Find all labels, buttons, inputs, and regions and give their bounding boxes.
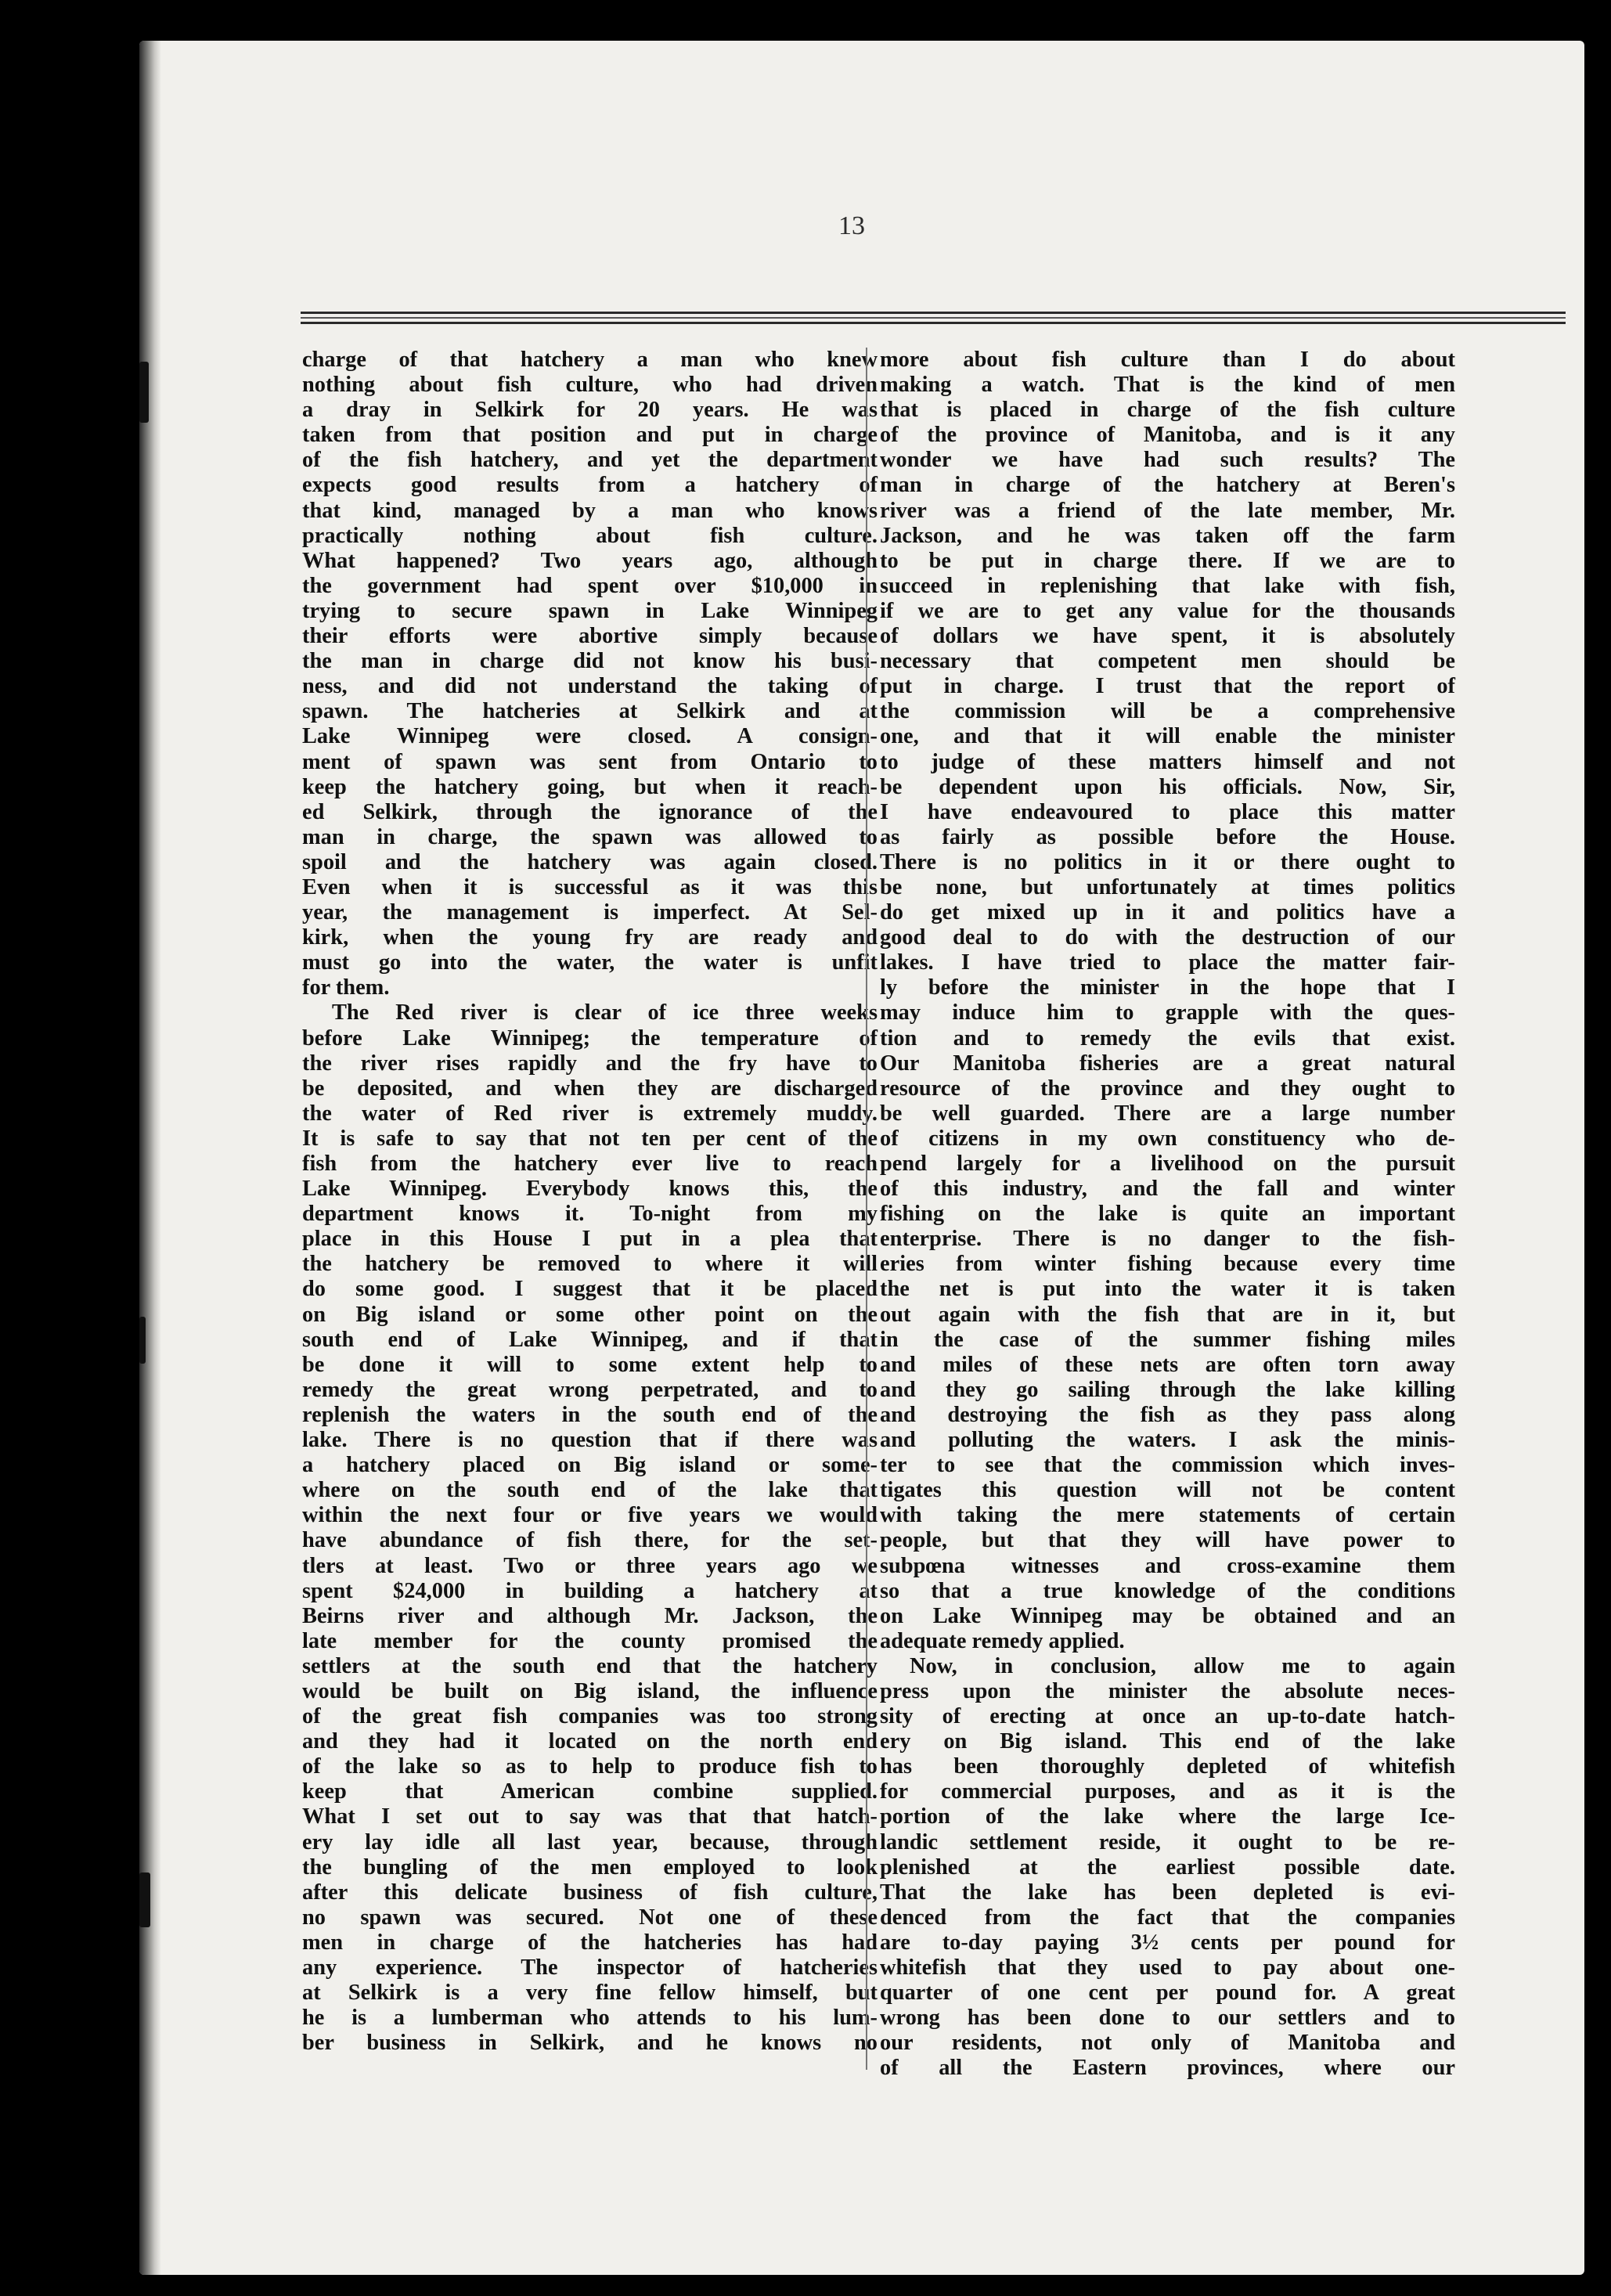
text-line: as fairly as possible before the House. <box>880 824 1455 849</box>
text-line: spoil and the hatchery was again closed. <box>302 849 878 874</box>
text-line: be well guarded. There are a large number <box>880 1101 1455 1126</box>
text-line: and destroying the fish as they pass along <box>880 1402 1455 1427</box>
text-line: of the fish hatchery, and yet the department <box>302 448 878 473</box>
text-line: within the next four or five years we would <box>302 1503 878 1528</box>
text-line: fish from the hatchery ever live to reach <box>302 1152 878 1176</box>
text-line: the government had spent over $10,000 in <box>302 573 878 598</box>
text-line: and polluting the waters. I ask the minis- <box>880 1428 1455 1453</box>
text-line: our residents, not only of Manitoba and <box>880 2031 1455 2056</box>
text-line: adequate remedy applied. <box>880 1628 1125 1653</box>
document-page <box>139 41 1584 2275</box>
text-line: and they go sailing through the lake killing <box>880 1377 1455 1402</box>
text-line: There is no politics in it or there ought to <box>880 849 1455 874</box>
text-line: the man in charge did not know his busi- <box>302 649 878 674</box>
text-line: charge of that hatchery a man who knew <box>302 348 878 372</box>
page-number: 13 <box>838 211 865 240</box>
header-rule <box>301 312 1566 324</box>
text-line: their efforts were abortive simply because <box>302 624 878 649</box>
text-line: What I set out to say was that that hatch- <box>302 1804 878 1829</box>
text-line: Lake Winnipeg were closed. A consign- <box>302 724 878 749</box>
text-line: and they had it located on the north end <box>302 1729 878 1754</box>
text-line: where on the south end of the lake that <box>302 1478 878 1503</box>
text-line: trying to secure spawn in Lake Winnipeg <box>302 598 878 623</box>
text-line: of dollars we have spent, it is absolutely <box>880 624 1455 649</box>
text-line: place in this House I put in a plea that <box>302 1227 878 1252</box>
text-line: people, but that they will have power to <box>880 1528 1455 1553</box>
text-line: making a watch. That is the kind of men <box>880 373 1455 398</box>
text-line: ber business in Selkirk, and he knows no <box>302 2031 878 2056</box>
text-line: ter to see that the commission which inves- <box>880 1453 1455 1478</box>
text-line: tigates this question will not be content <box>880 1478 1455 1503</box>
text-line: Now, in conclusion, allow me to again <box>910 1653 1455 1678</box>
text-line: for them. <box>302 975 390 1000</box>
text-line: have abundance of fish there, for the set- <box>302 1528 878 1553</box>
text-line: kirk, when the young fry are ready and <box>302 925 878 950</box>
text-line: year, the management is imperfect. At Sel- <box>302 900 878 925</box>
text-line: necessary that competent men should be <box>880 649 1455 674</box>
text-line: subpœna witnesses and cross-examine them <box>880 1553 1455 1578</box>
text-line: ery on Big island. This end of the lake <box>880 1729 1455 1754</box>
text-line: keep that American combine supplied. <box>302 1779 878 1804</box>
text-line: of the great fish companies was too strong <box>302 1704 878 1729</box>
text-line: whitefish that they used to pay about one- <box>880 1955 1455 1980</box>
text-line: at Selkirk is a very fine fellow himself, but <box>302 1981 878 2006</box>
text-line: that kind, managed by a man who knows <box>302 498 878 523</box>
text-line: Lake Winnipeg. Everybody knows this, the <box>302 1177 878 1202</box>
text-line: ness, and did not understand the taking of <box>302 674 878 699</box>
text-line: the bungling of the men employed to look <box>302 1854 878 1880</box>
text-line: lakes. I have tried to place the matter fair- <box>880 950 1455 975</box>
text-line: that is placed in charge of the fish culture <box>880 398 1455 423</box>
text-line: the river rises rapidly and the fry have to <box>302 1051 878 1076</box>
text-line: and miles of these nets are often torn away <box>880 1352 1455 1377</box>
column-divider <box>866 348 867 2070</box>
edge-mark <box>139 1872 150 1927</box>
text-line: do get mixed up in it and politics have a <box>880 900 1455 925</box>
text-line: wonder we have had such results? The <box>880 448 1455 473</box>
text-line: remedy the great wrong perpetrated, and to <box>302 1377 878 1402</box>
text-line: plenished at the earliest possible date. <box>880 1854 1455 1880</box>
text-line: to be put in charge there. If we are to <box>880 548 1455 573</box>
text-line: no spawn was secured. Not one of these <box>302 1905 878 1930</box>
text-line: the water of Red river is extremely muddy. <box>302 1101 878 1126</box>
text-line: good deal to do with the destruction of our <box>880 925 1455 950</box>
text-line: may induce him to grapple with the ques- <box>880 1000 1455 1025</box>
text-line: ery lay idle all last year, because, through <box>302 1829 878 1854</box>
text-line: for commercial purposes, and as it is the <box>880 1779 1455 1804</box>
edge-mark <box>139 1317 146 1364</box>
text-line: must go into the water, the water is unfit <box>302 950 878 975</box>
text-line: be dependent upon his officials. Now, Sir, <box>880 774 1455 799</box>
text-line: fishing on the lake is quite an important <box>880 1202 1455 1227</box>
text-line: of all the Eastern provinces, where our <box>880 2056 1455 2081</box>
text-line: in the case of the summer fishing miles <box>880 1327 1455 1352</box>
text-line: to judge of these matters himself and not <box>880 749 1455 774</box>
text-line: keep the hatchery going, but when it reach- <box>302 774 878 799</box>
text-line: replenish the waters in the south end of the <box>302 1402 878 1427</box>
text-line: Beirns river and although Mr. Jackson, the <box>302 1603 878 1628</box>
text-line: It is safe to say that not ten per cent of the <box>302 1126 878 1151</box>
text-line: before Lake Winnipeg; the temperature of <box>302 1025 878 1051</box>
text-line: enterprise. There is no danger to the fish- <box>880 1227 1455 1252</box>
edge-mark <box>139 362 149 423</box>
text-line: out again with the fish that are in it, but <box>880 1302 1455 1327</box>
text-line: be done it will to some extent help to <box>302 1352 878 1377</box>
text-line: expects good results from a hatchery of <box>302 473 878 498</box>
text-line: settlers at the south end that the hatchery <box>302 1653 878 1678</box>
text-line: put in charge. I trust that the report of <box>880 674 1455 699</box>
text-line: on Lake Winnipeg may be obtained and an <box>880 1603 1455 1628</box>
text-line: quarter of one cent per pound for. A great <box>880 1981 1455 2006</box>
text-line: if we are to get any value for the thousands <box>880 598 1455 623</box>
text-line: press upon the minister the absolute neces- <box>880 1678 1455 1703</box>
text-line: nothing about fish culture, who had driven <box>302 373 878 398</box>
text-line: Jackson, and he was taken off the farm <box>880 523 1455 548</box>
text-line: eries from winter fishing because every time <box>880 1252 1455 1277</box>
text-line: sity of erecting at once an up-to-date hatch- <box>880 1704 1455 1729</box>
text-line: man in charge of the hatchery at Beren's <box>880 473 1455 498</box>
text-line: be deposited, and when they are discharged <box>302 1076 878 1101</box>
text-line: he is a lumberman who attends to his lum- <box>302 2006 878 2031</box>
text-line: be none, but unfortunately at times politics <box>880 874 1455 899</box>
text-line: spawn. The hatcheries at Selkirk and at <box>302 699 878 724</box>
text-line: the commission will be a comprehensive <box>880 699 1455 724</box>
text-line: are to-day paying 3½ cents per pound for <box>880 1930 1455 1955</box>
text-line: denced from the fact that the companies <box>880 1905 1455 1930</box>
text-line: ment of spawn was sent from Ontario to <box>302 749 878 774</box>
left-text-column <box>302 348 878 2056</box>
text-line: Even when it is successful as it was this <box>302 874 878 899</box>
text-line: wrong has been done to our settlers and to <box>880 2006 1455 2031</box>
text-line: spent $24,000 in building a hatchery at <box>302 1578 878 1603</box>
text-line: department knows it. To-night from my <box>302 1202 878 1227</box>
text-line: any experience. The inspector of hatcheries <box>302 1955 878 1980</box>
text-line: one, and that it will enable the minister <box>880 724 1455 749</box>
text-line: on Big island or some other point on the <box>302 1302 878 1327</box>
text-line: south end of Lake Winnipeg, and if that <box>302 1327 878 1352</box>
text-line: the net is put into the water it is taken <box>880 1277 1455 1302</box>
text-line: succeed in replenishing that lake with fish, <box>880 573 1455 598</box>
text-line: tion and to remedy the evils that exist. <box>880 1025 1455 1051</box>
text-line: with taking the mere statements of certain <box>880 1503 1455 1528</box>
text-line: What happened? Two years ago, although <box>302 548 878 573</box>
text-line: landic settlement reside, it ought to be re- <box>880 1829 1455 1854</box>
text-line: pend largely for a livelihood on the pursuit <box>880 1152 1455 1176</box>
text-line: river was a friend of the late member, Mr. <box>880 498 1455 523</box>
text-line: the hatchery be removed to where it will <box>302 1252 878 1277</box>
text-line: a hatchery placed on Big island or some- <box>302 1453 878 1478</box>
text-line: a dray in Selkirk for 20 years. He was <box>302 398 878 423</box>
text-line: of this industry, and the fall and winter <box>880 1177 1455 1202</box>
text-line: after this delicate business of fish culture, <box>302 1880 878 1905</box>
text-line: practically nothing about fish culture. <box>302 523 878 548</box>
text-line: of citizens in my own constituency who de- <box>880 1126 1455 1151</box>
right-text-column <box>880 348 1455 2081</box>
text-line: The Red river is clear of ice three weeks <box>332 1000 878 1025</box>
text-line: would be built on Big island, the influence <box>302 1678 878 1703</box>
text-line: so that a true knowledge of the conditions <box>880 1578 1455 1603</box>
text-line: of the province of Manitoba, and is it any <box>880 423 1455 448</box>
text-line: has been thoroughly depleted of whitefish <box>880 1754 1455 1779</box>
text-line: portion of the lake where the large Ice- <box>880 1804 1455 1829</box>
text-line: man in charge, the spawn was allowed to <box>302 824 878 849</box>
text-line: ly before the minister in the hope that I <box>880 975 1455 1000</box>
text-line: I have endeavoured to place this matter <box>880 799 1455 824</box>
text-line: taken from that position and put in charge <box>302 423 878 448</box>
text-line: ed Selkirk, through the ignorance of the <box>302 799 878 824</box>
text-line: tlers at least. Two or three years ago we <box>302 1553 878 1578</box>
text-line: late member for the county promised the <box>302 1628 878 1653</box>
text-line: Our Manitoba fisheries are a great natural <box>880 1051 1455 1076</box>
text-line: do some good. I suggest that it be placed <box>302 1277 878 1302</box>
text-line: resource of the province and they ought to <box>880 1076 1455 1101</box>
text-line: men in charge of the hatcheries has had <box>302 1930 878 1955</box>
text-line: lake. There is no question that if there was <box>302 1428 878 1453</box>
text-line: more about fish culture than I do about <box>880 348 1455 372</box>
text-line: of the lake so as to help to produce fish to <box>302 1754 878 1779</box>
text-line: That the lake has been depleted is evi- <box>880 1880 1455 1905</box>
